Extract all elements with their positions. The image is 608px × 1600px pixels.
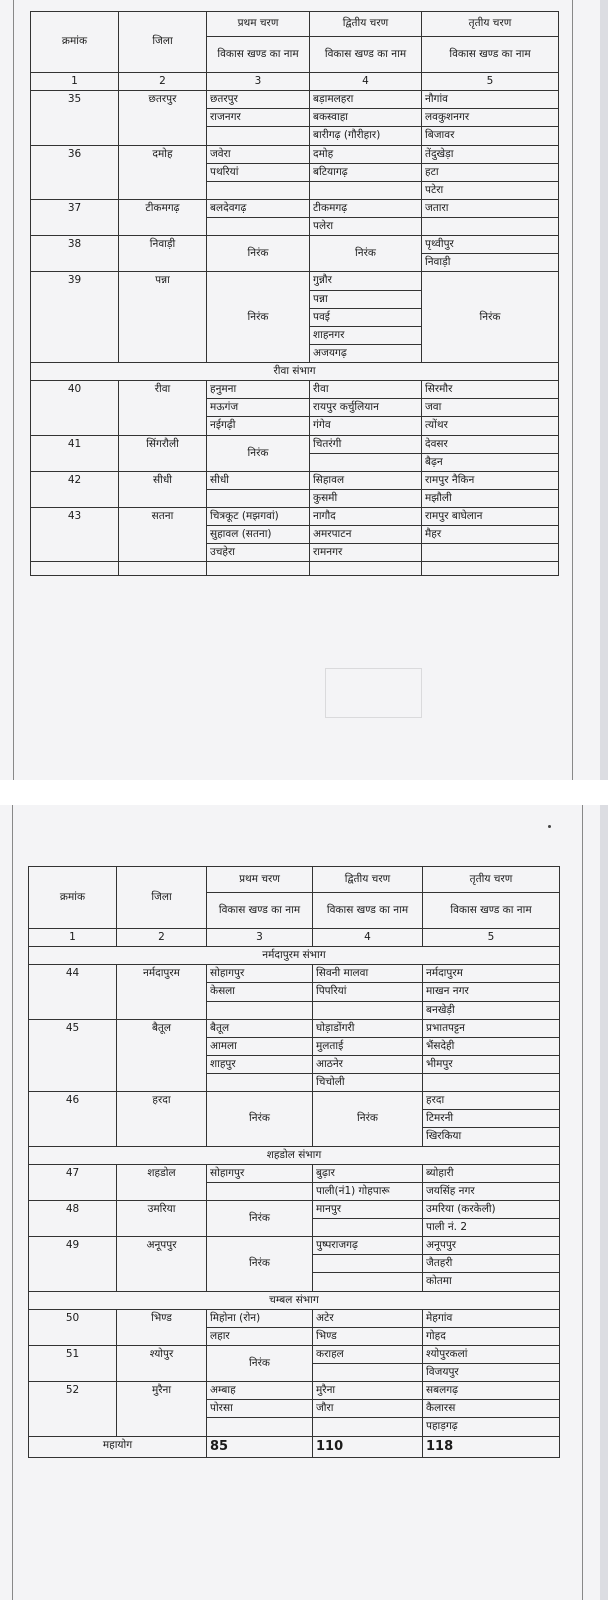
block-cell: पाली(नं1) गोहपारू <box>313 1182 423 1200</box>
blocks-table-2 <box>28 866 560 1458</box>
block-cell: कराहल <box>313 1345 423 1363</box>
blank-cell <box>119 562 207 576</box>
district-cell: टीकमगढ़ <box>119 199 207 235</box>
block-cell <box>422 218 559 236</box>
block-cell: पवई <box>310 308 422 326</box>
serial-cell: 42 <box>31 471 119 507</box>
serial-cell: 39 <box>31 272 119 363</box>
block-cell: रामनगर <box>310 544 422 562</box>
block-cell: मैहर <box>422 526 559 544</box>
block-cell: चित्रकूट (मझगवां) <box>207 508 310 526</box>
block-cell: अनूपपुर <box>423 1237 560 1255</box>
block-cell: आठनेर <box>313 1055 423 1073</box>
block-cell: बिजावर <box>422 127 559 145</box>
header-district: जिला <box>117 867 207 929</box>
serial-cell: 45 <box>29 1019 117 1092</box>
serial-cell: 46 <box>29 1092 117 1146</box>
block-cell: पथरियां <box>207 163 310 181</box>
nil-cell: निरंक <box>207 272 310 363</box>
page-2 <box>0 805 600 1600</box>
col-number: 3 <box>207 929 313 947</box>
nil-cell: निरंक <box>207 435 310 471</box>
block-cell <box>207 1074 313 1092</box>
block-cell: शाहपुर <box>207 1055 313 1073</box>
header-block-1: विकास खण्ड का नाम <box>207 893 313 929</box>
block-cell: अमरपाटन <box>310 526 422 544</box>
block-cell: टिमरनी <box>423 1110 560 1128</box>
serial-cell: 38 <box>31 236 119 272</box>
header-block-2: विकास खण्ड का नाम <box>310 37 422 73</box>
block-cell: पटेरा <box>422 181 559 199</box>
block-cell: छतरपुर <box>207 91 310 109</box>
district-cell: सीधी <box>119 471 207 507</box>
block-cell: कोतमा <box>423 1273 560 1291</box>
block-cell: सिरमौर <box>422 381 559 399</box>
block-cell: मेहगांव <box>423 1309 560 1327</box>
block-cell: माखन नगर <box>423 983 560 1001</box>
block-cell: ब्योहारी <box>423 1164 560 1182</box>
division-heading: शहडोल संभाग <box>29 1146 560 1164</box>
block-cell <box>207 1182 313 1200</box>
block-cell: घोड़ाडोंगरी <box>313 1019 423 1037</box>
block-cell: सबलगढ़ <box>423 1382 560 1400</box>
block-cell: मिहोना (रोन) <box>207 1309 313 1327</box>
serial-cell: 51 <box>29 1345 117 1381</box>
block-cell: भिण्ड <box>313 1327 423 1345</box>
block-cell: श्योपुरकलां <box>423 1345 560 1363</box>
block-cell <box>310 453 422 471</box>
block-cell: उमरिया (करकेली) <box>423 1200 560 1218</box>
block-cell <box>310 181 422 199</box>
block-cell: बैढ़न <box>422 453 559 471</box>
block-cell: देवसर <box>422 435 559 453</box>
col-number: 2 <box>117 929 207 947</box>
block-cell: रामपुर नैकिन <box>422 471 559 489</box>
block-cell: रायपुर कर्चुलियान <box>310 399 422 417</box>
col-number: 5 <box>423 929 560 947</box>
header-serial: क्रमांक <box>31 12 119 73</box>
block-cell: अजयगढ़ <box>310 344 422 362</box>
block-cell: पहाड़गढ़ <box>423 1418 560 1436</box>
header-phase-3: तृतीय चरण <box>422 12 559 37</box>
block-cell: मझौली <box>422 489 559 507</box>
serial-cell: 40 <box>31 381 119 435</box>
division-heading: रीवा संभाग <box>31 363 559 381</box>
header-district: जिला <box>119 12 207 73</box>
block-cell: सुहावल (सतना) <box>207 526 310 544</box>
district-cell: निवाड़ी <box>119 236 207 272</box>
block-cell: रामपुर बाघेलान <box>422 508 559 526</box>
header-block-3: विकास खण्ड का नाम <box>423 893 560 929</box>
margin-line <box>13 0 14 780</box>
serial-cell: 44 <box>29 965 117 1019</box>
block-cell: पन्ना <box>310 290 422 308</box>
block-cell: बनखेड़ी <box>423 1001 560 1019</box>
header-phase-2: द्वितीय चरण <box>310 12 422 37</box>
header-block-1: विकास खण्ड का नाम <box>207 37 310 73</box>
block-cell <box>207 218 310 236</box>
block-cell: जवा <box>422 399 559 417</box>
block-cell: चिचोली <box>313 1074 423 1092</box>
col-number: 2 <box>119 73 207 91</box>
block-cell: अम्बाह <box>207 1382 313 1400</box>
block-cell: गोहद <box>423 1327 560 1345</box>
block-cell: मानपुर <box>313 1200 423 1218</box>
district-cell: पन्ना <box>119 272 207 363</box>
block-cell: तेंदुखेड़ा <box>422 145 559 163</box>
header-phase-3: तृतीय चरण <box>423 867 560 893</box>
block-cell: पाली नं. 2 <box>423 1219 560 1237</box>
block-cell: रीवा <box>310 381 422 399</box>
block-cell <box>313 1001 423 1019</box>
block-cell <box>423 1074 560 1092</box>
nil-cell: निरंक <box>310 236 422 272</box>
nil-cell: निरंक <box>207 1345 313 1381</box>
district-cell: शहडोल <box>117 1164 207 1200</box>
block-cell: मऊगंज <box>207 399 310 417</box>
block-cell: पलेरा <box>310 218 422 236</box>
serial-cell: 37 <box>31 199 119 235</box>
nil-cell: निरंक <box>207 1237 313 1291</box>
district-cell: मुरैना <box>117 1382 207 1436</box>
district-cell: नर्मदापुरम <box>117 965 207 1019</box>
block-cell <box>207 127 310 145</box>
block-cell: भीमपुर <box>423 1055 560 1073</box>
page-gap <box>0 780 608 805</box>
block-cell: दमोह <box>310 145 422 163</box>
serial-cell: 50 <box>29 1309 117 1345</box>
block-cell <box>313 1273 423 1291</box>
block-cell: टीकमगढ़ <box>310 199 422 217</box>
serial-cell: 49 <box>29 1237 117 1291</box>
division-heading: नर्मदापुरम संभाग <box>29 947 560 965</box>
blank-cell <box>207 562 310 576</box>
block-cell: बकस्वाहा <box>310 109 422 127</box>
block-cell <box>313 1255 423 1273</box>
block-cell: हरदा <box>423 1092 560 1110</box>
block-cell <box>207 1001 313 1019</box>
grand-total-phase-1: 85 <box>207 1436 313 1457</box>
col-number: 5 <box>422 73 559 91</box>
col-number: 4 <box>310 73 422 91</box>
block-cell: बुढ़ार <box>313 1164 423 1182</box>
block-cell: भैंसदेही <box>423 1037 560 1055</box>
page-1 <box>0 0 600 780</box>
block-cell: चितरंगी <box>310 435 422 453</box>
block-cell: राजनगर <box>207 109 310 127</box>
col-number: 1 <box>31 73 119 91</box>
grand-total-label: महायोग <box>29 1436 207 1457</box>
block-cell: बड़ामलहरा <box>310 91 422 109</box>
block-cell: नर्मदापुरम <box>423 965 560 983</box>
margin-line <box>12 805 13 1600</box>
district-cell: सतना <box>119 508 207 562</box>
serial-cell: 41 <box>31 435 119 471</box>
block-cell: जैतहरी <box>423 1255 560 1273</box>
serial-cell: 36 <box>31 145 119 199</box>
blank-cell <box>31 562 119 576</box>
block-cell <box>207 1418 313 1436</box>
block-cell: प्रभातपट्टन <box>423 1019 560 1037</box>
block-cell: खिरकिया <box>423 1128 560 1146</box>
block-cell: शाहनगर <box>310 326 422 344</box>
block-cell: मुरैना <box>313 1382 423 1400</box>
block-cell: उचहेरा <box>207 544 310 562</box>
blank-cell <box>422 562 559 576</box>
block-cell: सोहागपुर <box>207 1164 313 1182</box>
block-cell: सिहावल <box>310 471 422 489</box>
grand-total-phase-2: 110 <box>313 1436 423 1457</box>
speck <box>548 825 551 828</box>
header-serial: क्रमांक <box>29 867 117 929</box>
block-cell: हटा <box>422 163 559 181</box>
district-cell: भिण्ड <box>117 1309 207 1345</box>
col-number: 3 <box>207 73 310 91</box>
block-cell: सोहागपुर <box>207 965 313 983</box>
district-cell: छतरपुर <box>119 91 207 145</box>
block-cell: सीधी <box>207 471 310 489</box>
block-cell <box>313 1364 423 1382</box>
nil-cell: निरंक <box>422 272 559 363</box>
blank-cell <box>310 562 422 576</box>
block-cell <box>422 544 559 562</box>
district-cell: श्योपुर <box>117 1345 207 1381</box>
serial-cell: 48 <box>29 1200 117 1236</box>
block-cell: नईगढ़ी <box>207 417 310 435</box>
block-cell: बटियागढ़ <box>310 163 422 181</box>
district-cell: बैतूल <box>117 1019 207 1092</box>
block-cell: जतारा <box>422 199 559 217</box>
margin-line <box>572 0 573 780</box>
block-cell: अटेर <box>313 1309 423 1327</box>
blocks-table-1 <box>30 11 559 576</box>
block-cell: गुन्नौर <box>310 272 422 290</box>
block-cell <box>207 489 310 507</box>
block-cell: त्योंथर <box>422 417 559 435</box>
block-cell: नौगांव <box>422 91 559 109</box>
block-cell: आमला <box>207 1037 313 1055</box>
block-cell: हनुमना <box>207 381 310 399</box>
block-cell: जयसिंह नगर <box>423 1182 560 1200</box>
block-cell: नागौद <box>310 508 422 526</box>
block-cell: सिवनी मालवा <box>313 965 423 983</box>
block-cell: बलदेवगढ़ <box>207 199 310 217</box>
district-cell: रीवा <box>119 381 207 435</box>
division-heading: चम्बल संभाग <box>29 1291 560 1309</box>
block-cell: मुलताई <box>313 1037 423 1055</box>
district-cell: उमरिया <box>117 1200 207 1236</box>
block-cell: गंगेव <box>310 417 422 435</box>
district-cell: अनूपपुर <box>117 1237 207 1291</box>
serial-cell: 47 <box>29 1164 117 1200</box>
block-cell: पृथ्वीपुर <box>422 236 559 254</box>
block-cell <box>313 1219 423 1237</box>
district-cell: सिंगरौली <box>119 435 207 471</box>
faded-stamp <box>325 668 422 718</box>
block-cell: पिपरियां <box>313 983 423 1001</box>
nil-cell: निरंक <box>207 236 310 272</box>
block-cell: लहार <box>207 1327 313 1345</box>
block-cell <box>313 1418 423 1436</box>
block-cell: कैलारस <box>423 1400 560 1418</box>
nil-cell: निरंक <box>207 1200 313 1236</box>
grand-total-phase-3: 118 <box>423 1436 560 1457</box>
header-block-3: विकास खण्ड का नाम <box>422 37 559 73</box>
header-phase-2: द्वितीय चरण <box>313 867 423 893</box>
block-cell: केसला <box>207 983 313 1001</box>
block-cell: कुसमी <box>310 489 422 507</box>
block-cell: जवेरा <box>207 145 310 163</box>
block-cell: बारीगढ़ (गौरीहार) <box>310 127 422 145</box>
header-phase-1: प्रथम चरण <box>207 867 313 893</box>
header-block-2: विकास खण्ड का नाम <box>313 893 423 929</box>
block-cell: बैतूल <box>207 1019 313 1037</box>
serial-cell: 35 <box>31 91 119 145</box>
block-cell: पोरसा <box>207 1400 313 1418</box>
serial-cell: 52 <box>29 1382 117 1436</box>
margin-line <box>582 805 583 1600</box>
block-cell: लवकुशनगर <box>422 109 559 127</box>
col-number: 1 <box>29 929 117 947</box>
block-cell: निवाड़ी <box>422 254 559 272</box>
block-cell: पुष्पराजगढ़ <box>313 1237 423 1255</box>
block-cell: विजयपुर <box>423 1364 560 1382</box>
header-phase-1: प्रथम चरण <box>207 12 310 37</box>
serial-cell: 43 <box>31 508 119 562</box>
district-cell: दमोह <box>119 145 207 199</box>
block-cell <box>207 181 310 199</box>
block-cell: जौरा <box>313 1400 423 1418</box>
nil-cell: निरंक <box>313 1092 423 1146</box>
district-cell: हरदा <box>117 1092 207 1146</box>
nil-cell: निरंक <box>207 1092 313 1146</box>
col-number: 4 <box>313 929 423 947</box>
